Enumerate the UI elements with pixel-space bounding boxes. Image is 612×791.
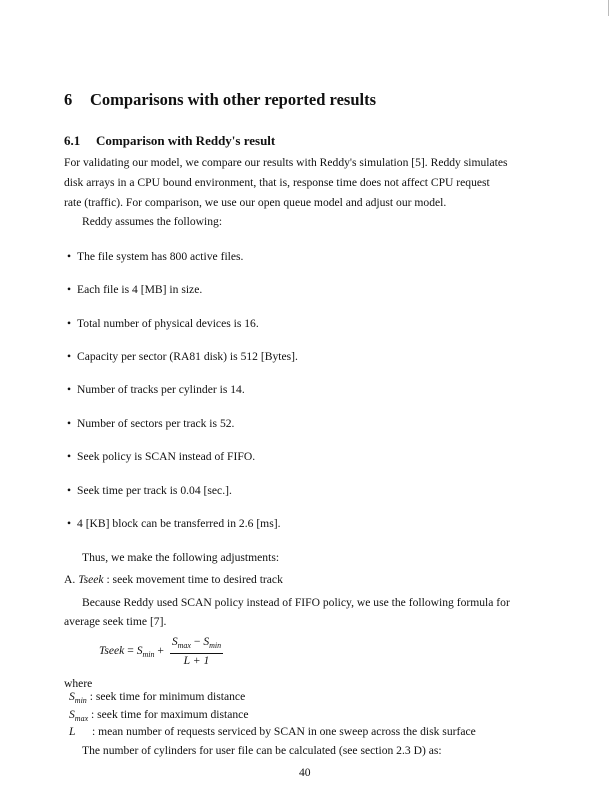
list-item [67, 283, 202, 297]
page-number: 40 [299, 766, 311, 779]
paragraph-line: The number of cylinders for user file can be calculated (see section 2.3 D) as: [82, 744, 442, 757]
definition [69, 725, 476, 739]
list-item-text: Capacity per sector (RA81 disk) is 512 [Bytes]. [77, 350, 298, 363]
bullet-icon: • [67, 417, 72, 430]
where-label: where [64, 677, 93, 690]
def-symbol: L [69, 725, 76, 738]
formula-symbol: S [171, 635, 178, 648]
list-item-text: Seek policy is SCAN instead of FIFO. [77, 450, 256, 463]
scan-edge-mark [608, 0, 609, 16]
formula-plus: + [157, 644, 164, 658]
paragraph-line: Reddy assumes the following: [82, 215, 223, 228]
list-item-text: The file system has 800 active files. [77, 250, 244, 263]
list-item [67, 450, 255, 464]
list-item [67, 350, 298, 364]
formula-subscript: min [142, 650, 155, 660]
subsection-title: Comparison with Reddy's result [96, 133, 276, 148]
subsection-number: 6.1 [64, 133, 81, 148]
list-item-text: 4 [KB] block can be transferred in 2.6 [ms]. [77, 517, 281, 530]
def-subscript: min [74, 696, 87, 705]
list-item [67, 383, 245, 397]
section-title: Comparisons with other reported results [90, 90, 376, 109]
paragraph-line: For validating our model, we compare our results with Reddy's simulation [5]. Reddy simulates [64, 156, 508, 169]
formula-minus: − [193, 635, 201, 648]
formula-symbol: S [136, 644, 143, 658]
def-text: : mean number of requests serviced by SCAN in one sweep across the disk surface [92, 725, 476, 738]
def-subscript: max [74, 714, 89, 723]
list-item [67, 517, 280, 531]
def-symbol: S [69, 690, 75, 703]
bullet-icon: • [67, 484, 72, 497]
bullet-icon: • [67, 283, 72, 296]
bullet-icon: • [67, 450, 72, 463]
definition [69, 708, 248, 726]
list-item-text: Total number of physical devices is 16. [77, 317, 259, 330]
def-symbol: S [69, 708, 75, 721]
list-item-text: Number of tracks per cylinder is 14. [77, 383, 245, 396]
paragraph-line: average seek time [7]. [64, 615, 167, 628]
paragraph-line: Thus, we make the following adjustments: [82, 551, 280, 564]
list-item [67, 484, 232, 498]
list-item-text: Each file is 4 [MB] in size. [77, 283, 203, 296]
fraction-denominator: L + 1 [183, 654, 210, 667]
formula-eq: = [127, 644, 134, 658]
def-text: : seek time for minimum distance [89, 690, 246, 703]
item-a [64, 573, 283, 587]
item-label: A. [64, 573, 76, 586]
item-term: Tseek [78, 573, 104, 586]
list-item-text: Seek time per track is 0.04 [sec.]. [77, 484, 232, 497]
formula-subscript: max [177, 641, 191, 650]
paragraph-line: rate (traffic). For comparison, we use our open queue model and adjust our model. [64, 196, 447, 209]
list-item-text: Number of sectors per track is 52. [77, 417, 235, 430]
bullet-icon: • [67, 517, 72, 530]
list-item [67, 417, 234, 431]
bullet-icon: • [67, 250, 72, 263]
subsection-heading [64, 133, 275, 149]
seek-formula [99, 635, 223, 668]
bullet-icon: • [67, 350, 72, 363]
section-number: 6 [64, 90, 73, 109]
formula-lhs: Tseek [99, 644, 125, 658]
formula-symbol: S [203, 635, 210, 648]
paragraph-line: Because Reddy used SCAN policy instead of FIFO policy, we use the following formula for [82, 596, 510, 609]
paragraph-line: disk arrays in a CPU bound environment, that is, response time does not affect CPU request [64, 176, 490, 189]
definition [69, 690, 245, 708]
bullet-icon: • [67, 383, 72, 396]
item-desc: : seek movement time to desired track [106, 573, 283, 586]
section-heading [64, 90, 376, 110]
formula-subscript: min [209, 641, 222, 650]
list-item [67, 317, 259, 331]
bullet-icon: • [67, 317, 72, 330]
formula-fraction [170, 635, 223, 668]
fraction-numerator [170, 635, 223, 654]
list-item [67, 250, 243, 264]
def-text: : seek time for maximum distance [91, 708, 249, 721]
